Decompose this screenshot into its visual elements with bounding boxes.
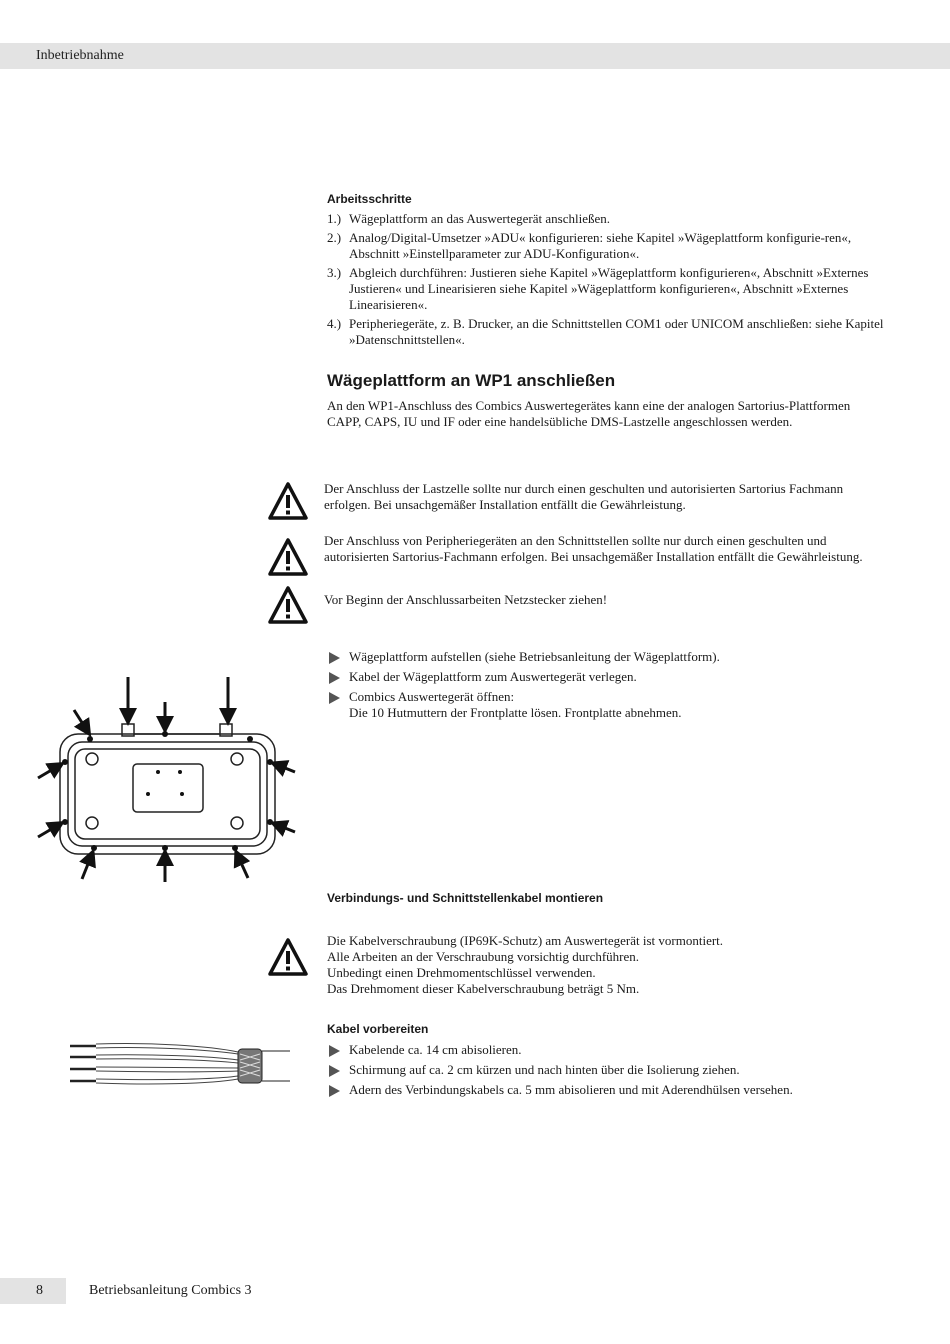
warning-line: Das Drehmoment dieser Kabelverschraubung beträgt 5 Nm. [327, 981, 640, 996]
step-text: Peripheriegeräte, z. B. Drucker, an die Schnittstellen COM1 oder UNICOM anschließen: siehe Kapitel »Datenschnittstellen«. [349, 316, 884, 347]
steps-heading: Arbeitsschritte [327, 192, 412, 206]
list-item-text: Combics Auswertegerät öffnen: [349, 689, 515, 704]
step-text: Abgleich durchführen: Justieren siehe Kapitel »Wägeplattform konfigurieren«, Abschnitt »Externes Justieren« und Linearisieren siehe Kapitel »Wägeplattform konfigurieren«, Abschnitt »Externes Linearisieren«. [349, 265, 869, 312]
list-item-text: Kabelende ca. 14 cm abisolieren. [349, 1042, 522, 1057]
bullet-list [327, 1042, 887, 1098]
page-number-bar [0, 1278, 66, 1304]
step-item [327, 211, 887, 227]
warning-line: Unbedingt einen Drehmomentschlüssel verwenden. [327, 965, 596, 980]
prepare-heading: Kabel vorbereiten [327, 1022, 429, 1036]
list-item [327, 689, 887, 705]
steps-section [327, 191, 887, 351]
page-header [0, 43, 950, 69]
prepare-section [327, 1021, 887, 1102]
step-number: 1.) [327, 211, 342, 226]
bullet-triangle-icon [329, 692, 340, 704]
warning-text: Vor Beginn der Anschlussarbeiten Netzstecker ziehen! [324, 592, 608, 607]
bullet-triangle-icon [329, 652, 340, 664]
section-title: Inbetriebnahme [36, 48, 124, 63]
warning-triangle-icon [267, 937, 309, 977]
footer-title: Betriebsanleitung Combics 3 [89, 1283, 252, 1298]
step-item [327, 230, 887, 262]
bullet-triangle-icon [329, 1085, 340, 1097]
warning-line: Die Kabelverschraubung (IP69K-Schutz) am Auswertegerät ist vormontiert. [327, 933, 724, 948]
cable-illustration [70, 1040, 292, 1092]
step-number: 3.) [327, 265, 342, 280]
wp1-section [327, 373, 887, 430]
cable-heading: Verbindungs- und Schnittstellenkabel montieren [327, 891, 604, 905]
warning-triangle-icon [267, 585, 309, 625]
list-item-text: Kabel der Wägeplattform zum Auswertegerät verlegen. [349, 669, 637, 684]
cable-warning [327, 933, 887, 997]
list-item [327, 649, 887, 665]
warning-text: Der Anschluss der Lastzelle sollte nur durch einen geschulten und autorisierten Sartorius Fachmann erfolgen. Bei unsachgemäßer Installation entfällt die Gewährleistung. [324, 481, 844, 512]
wp1-bullets [327, 649, 887, 725]
bullet-triangle-icon [329, 1065, 340, 1077]
wp1-heading: Wägeplattform an WP1 anschließen [327, 371, 616, 390]
warning-line: Alle Arbeiten an der Verschraubung vorsichtig durchführen. [327, 949, 640, 964]
bullet-triangle-icon [329, 672, 340, 684]
device-illustration [30, 672, 310, 884]
bullet-triangle-icon [329, 1045, 340, 1057]
list-item-text: Wägeplattform aufstellen (siehe Betriebsanleitung der Wägeplattform). [349, 649, 720, 664]
list-item [327, 1062, 887, 1078]
warning-triangle-icon [267, 481, 309, 521]
wp1-intro: An den WP1-Anschluss des Combics Auswertegerätes kann eine der analogen Sartorius-Plattformen CAPP, CAPS, IU und IF oder eine handelsübliche DMS-Lastzelle angeschlossen werden. [327, 398, 851, 429]
cable-section [327, 890, 887, 906]
step-number: 2.) [327, 230, 342, 245]
list-item-text: Die 10 Hutmuttern der Frontplatte lösen. Frontplatte abnehmen. [349, 705, 682, 720]
list-item-text: Adern des Verbindungskabels ca. 5 mm abisolieren und mit Aderendhülsen versehen. [349, 1082, 793, 1097]
step-number: 4.) [327, 316, 342, 331]
list-item [327, 669, 887, 685]
warning-triangle-icon [267, 537, 309, 577]
list-item [327, 1082, 887, 1098]
list-item-continuation [327, 705, 887, 721]
steps-list [327, 211, 887, 348]
list-item [327, 1042, 887, 1058]
step-text: Analog/Digital-Umsetzer »ADU« konfigurieren: siehe Kapitel »Wägeplattform konfigurie-ren«, Abschnitt »Einstellparameter zur ADU-Konfiguration«. [349, 230, 852, 261]
step-text: Wägeplattform an das Auswertegerät anschließen. [349, 211, 610, 226]
bullet-list [327, 649, 887, 721]
page-number: 8 [36, 1283, 43, 1298]
step-item [327, 316, 887, 348]
warning-text: Der Anschluss von Peripheriegeräten an den Schnittstellen sollte nur durch einen geschulten und autorisierten Sartorius-Fachmann erfolgen. Bei unsachgemäßer Installation entfällt die Gewährleistung. [324, 533, 863, 564]
list-item-text: Schirmung auf ca. 2 cm kürzen und nach hinten über die Isolierung ziehen. [349, 1062, 740, 1077]
step-item [327, 265, 887, 313]
